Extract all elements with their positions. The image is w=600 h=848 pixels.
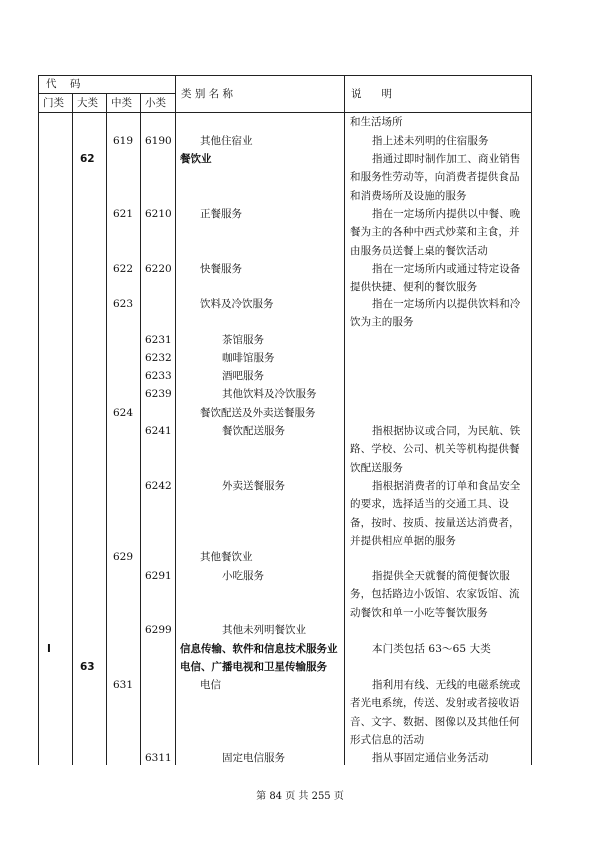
small-code-6241: 6241: [145, 425, 172, 437]
description-6210: 指在一定场所内提供以中餐、晚餐为主的各种中西式炒菜和主食，并由服务员送餐上桌的餐饮活动: [350, 208, 521, 257]
description-6220: 指在一定场所内或通过特定设备提供快捷、便利的餐饮服务: [350, 263, 521, 294]
section-code-I: I: [47, 643, 51, 655]
description-section-I: 本门类包括 63～65 大类: [372, 643, 491, 655]
category-section-I: 信息传输、软件和信息技术服务业: [180, 643, 338, 655]
category-6291: 小吃服务: [222, 570, 264, 582]
category-6210: 正餐服务: [200, 208, 242, 220]
col-border-right: [531, 75, 532, 765]
mid-code-619: 619: [113, 135, 134, 147]
mid-code-624: 624: [113, 407, 134, 419]
small-code-6239: 6239: [145, 388, 172, 400]
category-6233: 酒吧服务: [222, 370, 264, 382]
small-code-6299: 6299: [145, 624, 172, 636]
header-men: 门类: [43, 97, 64, 109]
small-code-6232: 6232: [145, 352, 172, 364]
description-6190: 指上述未列明的住宿服务: [372, 135, 489, 147]
col-border-name-desc: [344, 75, 345, 765]
small-code-6231: 6231: [145, 334, 172, 346]
description-62: 指通过即时制作加工、商业销售和服务性劳动等，向消费者提供食品和消费场所及设施的服务: [350, 153, 521, 202]
description-6311: 指从事固定通信业务活动: [372, 752, 489, 764]
small-code-6291: 6291: [145, 570, 172, 582]
major-code-62: 62: [80, 153, 95, 165]
mid-code-631: 631: [113, 679, 134, 691]
mid-code-622: 622: [113, 263, 134, 275]
category-6311: 固定电信服务: [222, 752, 285, 764]
category-6241: 餐饮配送服务: [222, 425, 285, 437]
category-623: 饮料及冷饮服务: [200, 298, 274, 310]
col-border-zhong-xiao: [140, 93, 141, 765]
header-bottom-border: [38, 112, 531, 113]
category-629: 其他餐饮业: [200, 551, 253, 563]
page-number-footer: 第 84 页 共 255 页: [256, 791, 344, 802]
category-6239: 其他饮料及冷饮服务: [222, 388, 317, 400]
description-6291: 指提供全天就餐的简便餐饮服务，包括路边小饭馆、农家饭馆、流动餐饮和单一小吃等餐饮服务: [350, 570, 520, 619]
major-code-63: 63: [80, 661, 95, 673]
small-code-6311: 6311: [145, 752, 172, 764]
category-63: 电信、广播电视和卫星传输服务: [180, 661, 327, 673]
category-6232: 咖啡馆服务: [222, 352, 275, 364]
col-border-da-zhong: [106, 93, 107, 765]
header-explanation: 说 明: [351, 88, 393, 100]
header-xiao: 小类: [145, 97, 166, 109]
continued-description: 和生活场所: [350, 116, 403, 128]
small-code-6242: 6242: [145, 480, 172, 492]
header-zhong: 中类: [111, 97, 132, 109]
description-631: 指利用有线、无线的电磁系统或者光电系统，传送、发射或者接收语音、文字、数据、图像以及其他任何形式信息的活动: [350, 679, 521, 746]
header-code: 代 码: [46, 78, 81, 90]
col-border-men-da: [72, 93, 73, 765]
table-top-border: [38, 75, 531, 76]
category-6242: 外卖送餐服务: [222, 480, 285, 492]
col-border-left: [38, 75, 39, 765]
small-code-6233: 6233: [145, 370, 172, 382]
category-62: 餐饮业: [180, 153, 212, 165]
description-623: 指在一定场所内以提供饮料和冷饮为主的服务: [350, 298, 521, 329]
small-code-6210: 6210: [145, 208, 172, 220]
header-da: 大类: [77, 97, 98, 109]
category-631: 电信: [200, 679, 221, 691]
mid-code-629: 629: [113, 551, 134, 563]
category-6220: 快餐服务: [200, 263, 242, 275]
category-6299: 其他未列明餐饮业: [222, 624, 306, 636]
category-6190: 其他住宿业: [200, 135, 253, 147]
col-border-xiao-name: [175, 75, 176, 765]
mid-code-621: 621: [113, 208, 134, 220]
category-624: 餐饮配送及外卖送餐服务: [200, 407, 316, 419]
mid-code-623: 623: [113, 298, 134, 310]
small-code-6220: 6220: [145, 263, 172, 275]
description-6241: 指根据协议或合同，为民航、铁路、学校、公司、机关等机构提供餐饮配送服务: [350, 425, 521, 474]
description-6242: 指根据消费者的订单和食品安全的要求，选择适当的交通工具、设备，按时、按质、按量送达消费者，并提供相应单据的服务: [350, 480, 521, 547]
category-6231: 茶馆服务: [222, 334, 264, 346]
small-code-6190: 6190: [145, 135, 172, 147]
header-category-name: 类 别 名 称: [181, 88, 234, 100]
